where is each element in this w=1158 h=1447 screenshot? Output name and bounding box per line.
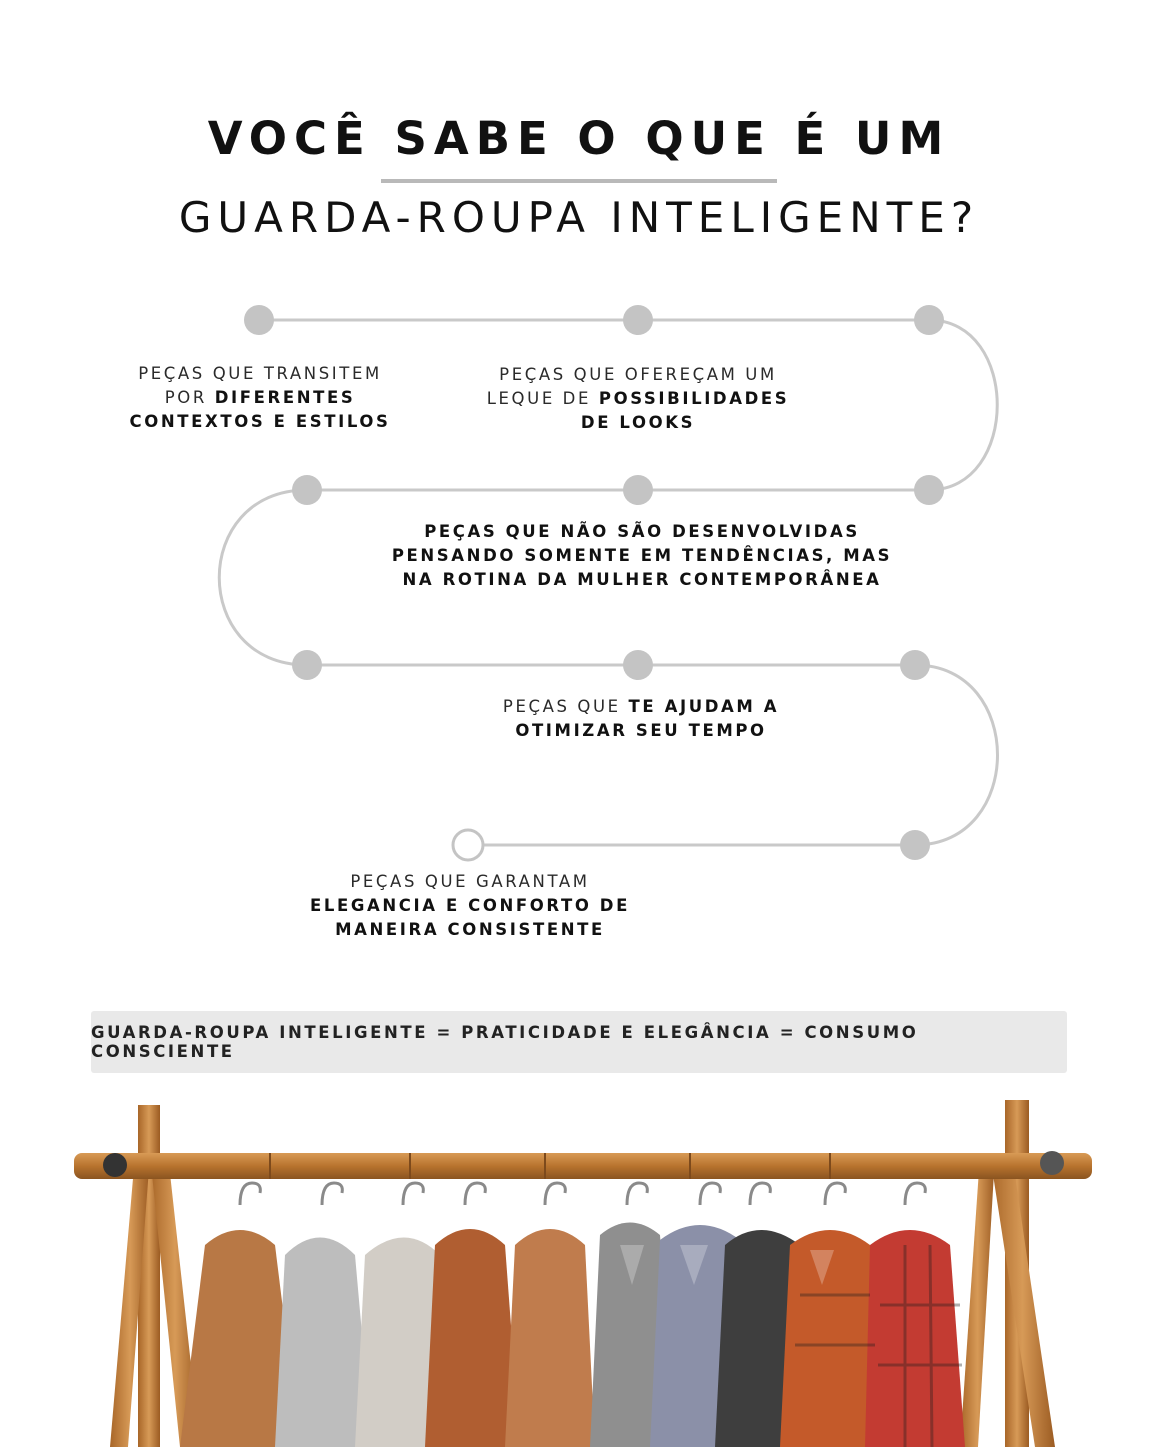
- timeline-node: [623, 305, 653, 335]
- rack-leg-right-2: [960, 1155, 995, 1447]
- timeline-node: [914, 475, 944, 505]
- page-title-line-1: VOCÊ SABE O QUE É UM: [207, 112, 951, 165]
- garment-tan-coat: [505, 1229, 595, 1447]
- timeline-node: [623, 650, 653, 680]
- step-1-text: PEÇAS QUE TRANSITEM POR DIFERENTES CONTEXTOS E ESTILOS: [129, 364, 391, 431]
- page-title-line-2: GUARDA-ROUPA INTELIGENTE?: [178, 193, 980, 242]
- timeline-node: [623, 475, 653, 505]
- clothes-rack-illustration: [0, 1095, 1158, 1447]
- step-4-text: PEÇAS QUE TE AJUDAM A OTIMIZAR SEU TEMPO: [502, 697, 780, 740]
- step-2-text: PEÇAS QUE OFEREÇAM UM LEQUE DE POSSIBILIDADES DE LOOKS: [486, 365, 790, 432]
- summary-banner-text: GUARDA-ROUPA INTELIGENTE = PRATICIDADE E ELEGÂNCIA = CONSUMO CONSCIENTE: [91, 1023, 919, 1061]
- timeline-end-node: [453, 830, 483, 860]
- garment-rust-coat: [425, 1229, 520, 1447]
- step-3-text: PEÇAS QUE NÃO SÃO DESENVOLVIDAS PENSANDO SOMENTE EM TENDÊNCIAS, MAS NA ROTINA DA MULHER CONTEMPORÂNEA: [391, 522, 893, 589]
- timeline-node: [900, 650, 930, 680]
- timeline-node: [292, 475, 322, 505]
- rack-knob-right: [1040, 1151, 1064, 1175]
- timeline-node: [244, 305, 274, 335]
- timeline-node: [900, 830, 930, 860]
- garment-plaid-red: [865, 1230, 965, 1447]
- summary-banner: [91, 1011, 1067, 1073]
- rack-bar: [74, 1153, 1092, 1179]
- rack-knob-left: [103, 1153, 127, 1177]
- step-5-text: PEÇAS QUE GARANTAM ELEGANCIA E CONFORTO DE MANEIRA CONSISTENTE: [310, 872, 630, 939]
- timeline-node: [914, 305, 944, 335]
- garment-plaid-orange: [780, 1230, 880, 1447]
- timeline-node: [292, 650, 322, 680]
